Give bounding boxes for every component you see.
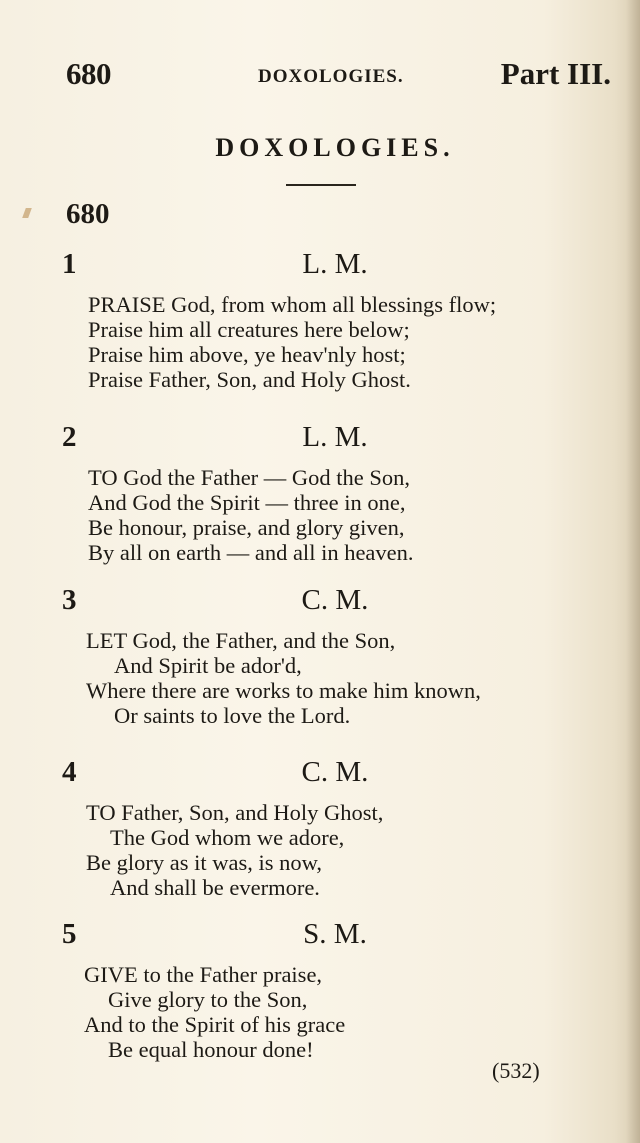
verse-line: And Spirit be ador'd, bbox=[114, 653, 302, 678]
verse-line: Praise him all creatures here below; bbox=[88, 317, 410, 342]
verse-line: Where there are works to make him known, bbox=[86, 678, 481, 703]
verse-line: By all on earth — and all in heaven. bbox=[88, 540, 414, 565]
title-rule bbox=[286, 184, 356, 186]
header-page-number: 680 bbox=[66, 56, 111, 91]
verse-line: GIVE to the Father praise, bbox=[84, 962, 323, 987]
verse-line: And to the Spirit of his grace bbox=[84, 1012, 346, 1037]
stanza-meter: S. M. bbox=[303, 918, 367, 950]
verse-line: Be glory as it was, is now, bbox=[86, 850, 323, 875]
verse-line: And God the Spirit — three in one, bbox=[88, 490, 406, 515]
stanza-meter: L. M. bbox=[302, 421, 368, 453]
stanza-meter: C. M. bbox=[301, 584, 369, 616]
stanza-meter: C. M. bbox=[301, 756, 369, 788]
stanza-number: 1 bbox=[62, 248, 77, 280]
stanza-meter: L. M. bbox=[302, 248, 368, 280]
stanza-number: 5 bbox=[62, 918, 77, 950]
verse-line: Praise him above, ye heav'nly host; bbox=[88, 342, 406, 367]
page-edge-shadow bbox=[626, 0, 640, 1143]
verse-line: Be equal honour done! bbox=[108, 1037, 314, 1062]
header-part: Part III. bbox=[500, 56, 611, 91]
verse-line: TO God the Father — God the Son, bbox=[88, 465, 411, 490]
verse-line: Praise Father, Son, and Holy Ghost. bbox=[88, 367, 411, 392]
verse-line: The God whom we adore, bbox=[110, 825, 345, 850]
footer-page-reference: (532) bbox=[492, 1058, 540, 1083]
stanza-number: 4 bbox=[62, 756, 77, 788]
header-running-title: DOXOLOGIES. bbox=[258, 66, 404, 87]
verse-line: Be honour, praise, and glory given, bbox=[88, 515, 405, 540]
margin-mark bbox=[22, 208, 32, 218]
section-title: DOXOLOGIES. bbox=[215, 133, 455, 162]
stanza-number: 2 bbox=[62, 421, 77, 453]
verse-line: TO Father, Son, and Holy Ghost, bbox=[86, 800, 384, 825]
verse-line: Give glory to the Son, bbox=[108, 987, 308, 1012]
stanza-number: 3 bbox=[62, 584, 77, 616]
verse-line: LET God, the Father, and the Son, bbox=[86, 628, 396, 653]
verse-line: Or saints to love the Lord. bbox=[114, 703, 351, 728]
verse-line: And shall be evermore. bbox=[110, 875, 320, 900]
verse-line: PRAISE God, from whom all blessings flow; bbox=[88, 292, 497, 317]
hymn-number: 680 bbox=[66, 198, 110, 230]
running-header bbox=[66, 56, 611, 96]
